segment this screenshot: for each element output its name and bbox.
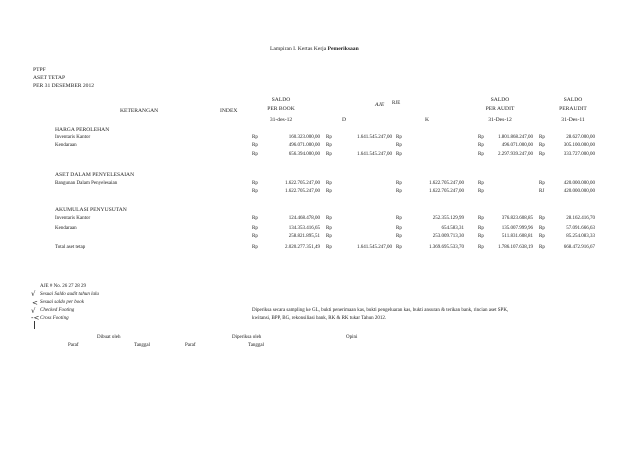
rp-label: Rp: [326, 226, 332, 231]
rp-label: Rp: [326, 234, 332, 239]
rp-label: Rp: [539, 226, 545, 231]
saldo-book-value: 496.071.000,00: [288, 143, 320, 148]
page-title: [270, 46, 359, 53]
paraf-label: Paraf: [68, 343, 79, 348]
rp-label: Rp: [326, 152, 332, 157]
saldo-audit-value: 496.071.000,00: [501, 143, 533, 148]
rp-label: Rp: [396, 143, 402, 148]
saldo-book-subtotal: 258.821.895,51: [288, 234, 320, 239]
rp-label: Rp: [396, 181, 402, 186]
paraf-label-2: Paraf: [185, 343, 196, 348]
saldo-perauit-value: 28.627.000,00: [566, 135, 595, 140]
rp-label: Rp: [252, 234, 258, 239]
rp-label: Rp: [396, 189, 402, 194]
explanation-line-2: kwitansi, BPP, BG, rekonsiliasi bank, RK & RK tukar Tahun 2012.: [252, 316, 387, 321]
rp-label: Rp: [478, 143, 484, 148]
rp-label: Rp: [539, 245, 545, 250]
rp-label: Rp: [396, 245, 402, 250]
header-saldo-perauit: SALDO: [563, 97, 583, 103]
header-debit: D: [342, 117, 347, 123]
rp-label: Rp: [478, 135, 484, 140]
section-heading-harga-perolehan: HARGA PEROLEHAN: [55, 127, 110, 133]
saldo-audit-subtotal: 511.831.608,81: [501, 234, 533, 239]
saldo-book-subtotal: 1.622.705.247,00: [285, 189, 320, 194]
header-rje: RJE: [392, 101, 401, 106]
rp-label: Rp: [396, 152, 402, 157]
saldo-perauit-value: 28.162.416,70: [566, 216, 595, 221]
rp-label: Rp: [326, 135, 332, 140]
rp-label: Rp: [539, 234, 545, 239]
header-kredit: K: [425, 117, 430, 123]
rp-label: Rp: [326, 181, 332, 186]
rp-label: Rp: [478, 234, 484, 239]
row-label: Inventaris Kantor: [55, 216, 91, 221]
total-audit: 1.786.107.638,19: [498, 245, 533, 250]
legend-text: Checked Footing: [40, 308, 75, 313]
total-label: Total aset tetap: [55, 245, 86, 250]
saldo-perauit-value: 420.000.000,00: [563, 181, 595, 186]
rp-label: Rp: [326, 245, 332, 250]
header-per-audit: PER AUDIT: [485, 106, 515, 112]
entity-period: PER 31 DESEMBER 2012: [33, 83, 95, 89]
debit-value: 1.622.705.247,00: [429, 181, 464, 186]
debit-subtotal: 253.009.713,30: [432, 234, 464, 239]
debit-value: 654.583,31: [441, 226, 464, 231]
cross-foot-icon: -<: [31, 314, 40, 322]
saldo-perauit-value: 57.091.666,63: [566, 226, 595, 231]
header-book-date: 31-des-12: [269, 117, 293, 123]
prepared-by-label: Dibuat oleh: [97, 335, 121, 340]
rp-label: Rp: [252, 245, 258, 250]
saldo-audit-value: 135.007.999,96: [501, 226, 533, 231]
header-index: INDEX: [220, 108, 238, 114]
legend-text: Sesuai Saldo audit tahun lalu: [40, 292, 99, 297]
title-prefix: Lampiran I. Kertas Kerja: [270, 46, 327, 52]
saldo-book-value: 134.353.416,65: [288, 226, 320, 231]
rp-label: Rp: [539, 216, 545, 221]
rp-label: Rp: [252, 216, 258, 221]
rp-label: Rp: [539, 181, 545, 186]
legend-text: Sesuai saldo per book: [40, 300, 85, 305]
row-label: Kendaraan: [55, 226, 77, 231]
header-per-book: PER BOOK: [267, 106, 295, 112]
aje-reference: AJE # No. 26 27 28 29: [40, 284, 86, 289]
debit-subtotal: 1.622.705.247,00: [429, 189, 464, 194]
less-than-icon: <: [32, 299, 38, 307]
saldo-perauit-value: 305.100.000,00: [563, 143, 595, 148]
rp-label: Rp: [478, 152, 484, 157]
rp-label: RJ: [539, 189, 545, 194]
saldo-book-value: 160.323.000,00: [288, 135, 320, 140]
entity-subject: ASET TETAP: [33, 75, 66, 81]
header-keterangan: KETERANGAN: [120, 108, 159, 114]
saldo-book-value: 124.468.478,00: [288, 216, 320, 221]
rp-label: Rp: [252, 152, 258, 157]
header-perauit-date: 31-Des-11: [561, 117, 585, 123]
rp-label: Rp: [478, 245, 484, 250]
opinion-label: Opini: [346, 335, 358, 340]
saldo-audit-subtotal: 2.297.939.247,00: [498, 152, 533, 157]
header-saldo-audit: SALDO: [490, 97, 510, 103]
rp-label: Rp: [252, 135, 258, 140]
saldo-perauit-subtotal: 420.000.000,00: [563, 189, 595, 194]
row-label: Inventaris Kantor: [55, 135, 91, 140]
entity-name: PTPF: [33, 67, 46, 73]
rp-label: Rp: [396, 234, 402, 239]
header-saldo-book: SALDO: [271, 97, 291, 103]
saldo-book-subtotal: 656.394.000,00: [288, 152, 320, 157]
reviewed-by-label: Diperiksa oleh: [232, 335, 262, 340]
saldo-book-value: 1.622.705.247,00: [285, 181, 320, 186]
rp-label: Rp: [252, 143, 258, 148]
saldo-audit-value: 1.801.868.247,00: [498, 135, 533, 140]
total-perauit: 668.472.916,67: [563, 245, 595, 250]
rp-label: Rp: [252, 226, 258, 231]
header-perauit: PERAUDIT: [559, 106, 587, 112]
rp-label: Rp: [252, 181, 258, 186]
rp-label: Rp: [478, 181, 484, 186]
rp-label: Rp: [396, 226, 402, 231]
header-aje: AJE: [375, 102, 385, 108]
bar-icon: |: [33, 320, 36, 329]
rp-label: Rp: [539, 143, 545, 148]
rp-label: Rp: [396, 216, 402, 221]
total-book: 2.020.277.351,49: [285, 245, 320, 250]
rp-label: Rp: [396, 135, 402, 140]
total-aje: 1.641.545.247,00: [357, 245, 392, 250]
tanggal-label-2: Tanggal: [248, 343, 265, 348]
rp-label: Rp: [478, 189, 484, 194]
rp-label: Rp: [539, 135, 545, 140]
title-bold: Pemeriksaan: [327, 46, 359, 52]
section-heading-akumulasi-penyusutan: AKUMULASI PENYUSUTAN: [55, 207, 127, 213]
explanation-line-1: Diperiksa secara sampling ke GL, bukti penerimaan kas, bukti pengeluaran kas, bukti ansuran & terikan bank, rincian aset SPK,: [252, 308, 509, 313]
tick-icon: √: [31, 290, 36, 298]
section-heading-aset-dalam-penyelesaian: ASET DALAM PENYELESAIAN: [55, 172, 135, 178]
legend-text: Cross Footing: [40, 316, 69, 321]
rp-label: Rp: [478, 226, 484, 231]
rp-label: Rp: [539, 152, 545, 157]
tanggal-label: Tanggal: [134, 343, 151, 348]
check-icon: √: [31, 307, 36, 315]
rp-label: Rp: [478, 216, 484, 221]
rp-label: Rp: [326, 189, 332, 194]
saldo-perauit-subtotal: 85.254.083,33: [566, 234, 595, 239]
rp-label: Rp: [252, 189, 258, 194]
saldo-audit-value: 376.823.608,85: [501, 216, 533, 221]
rp-label: Rp: [326, 143, 332, 148]
aje-subtotal: 1.641.545.247,00: [357, 152, 392, 157]
aje-value: 1.641.545.247,00: [357, 135, 392, 140]
row-label: Kendaraan: [55, 143, 77, 148]
header-audit-date: 31-Des-12: [488, 117, 512, 123]
row-label: Bangunan Dalam Penyelesaian: [55, 181, 118, 186]
total-debit: 1.369.695.533,70: [429, 245, 464, 250]
rp-label: Rp: [326, 216, 332, 221]
debit-value: 252.355.129,99: [432, 216, 464, 221]
saldo-perauit-subtotal: 333.727.000,00: [563, 152, 595, 157]
